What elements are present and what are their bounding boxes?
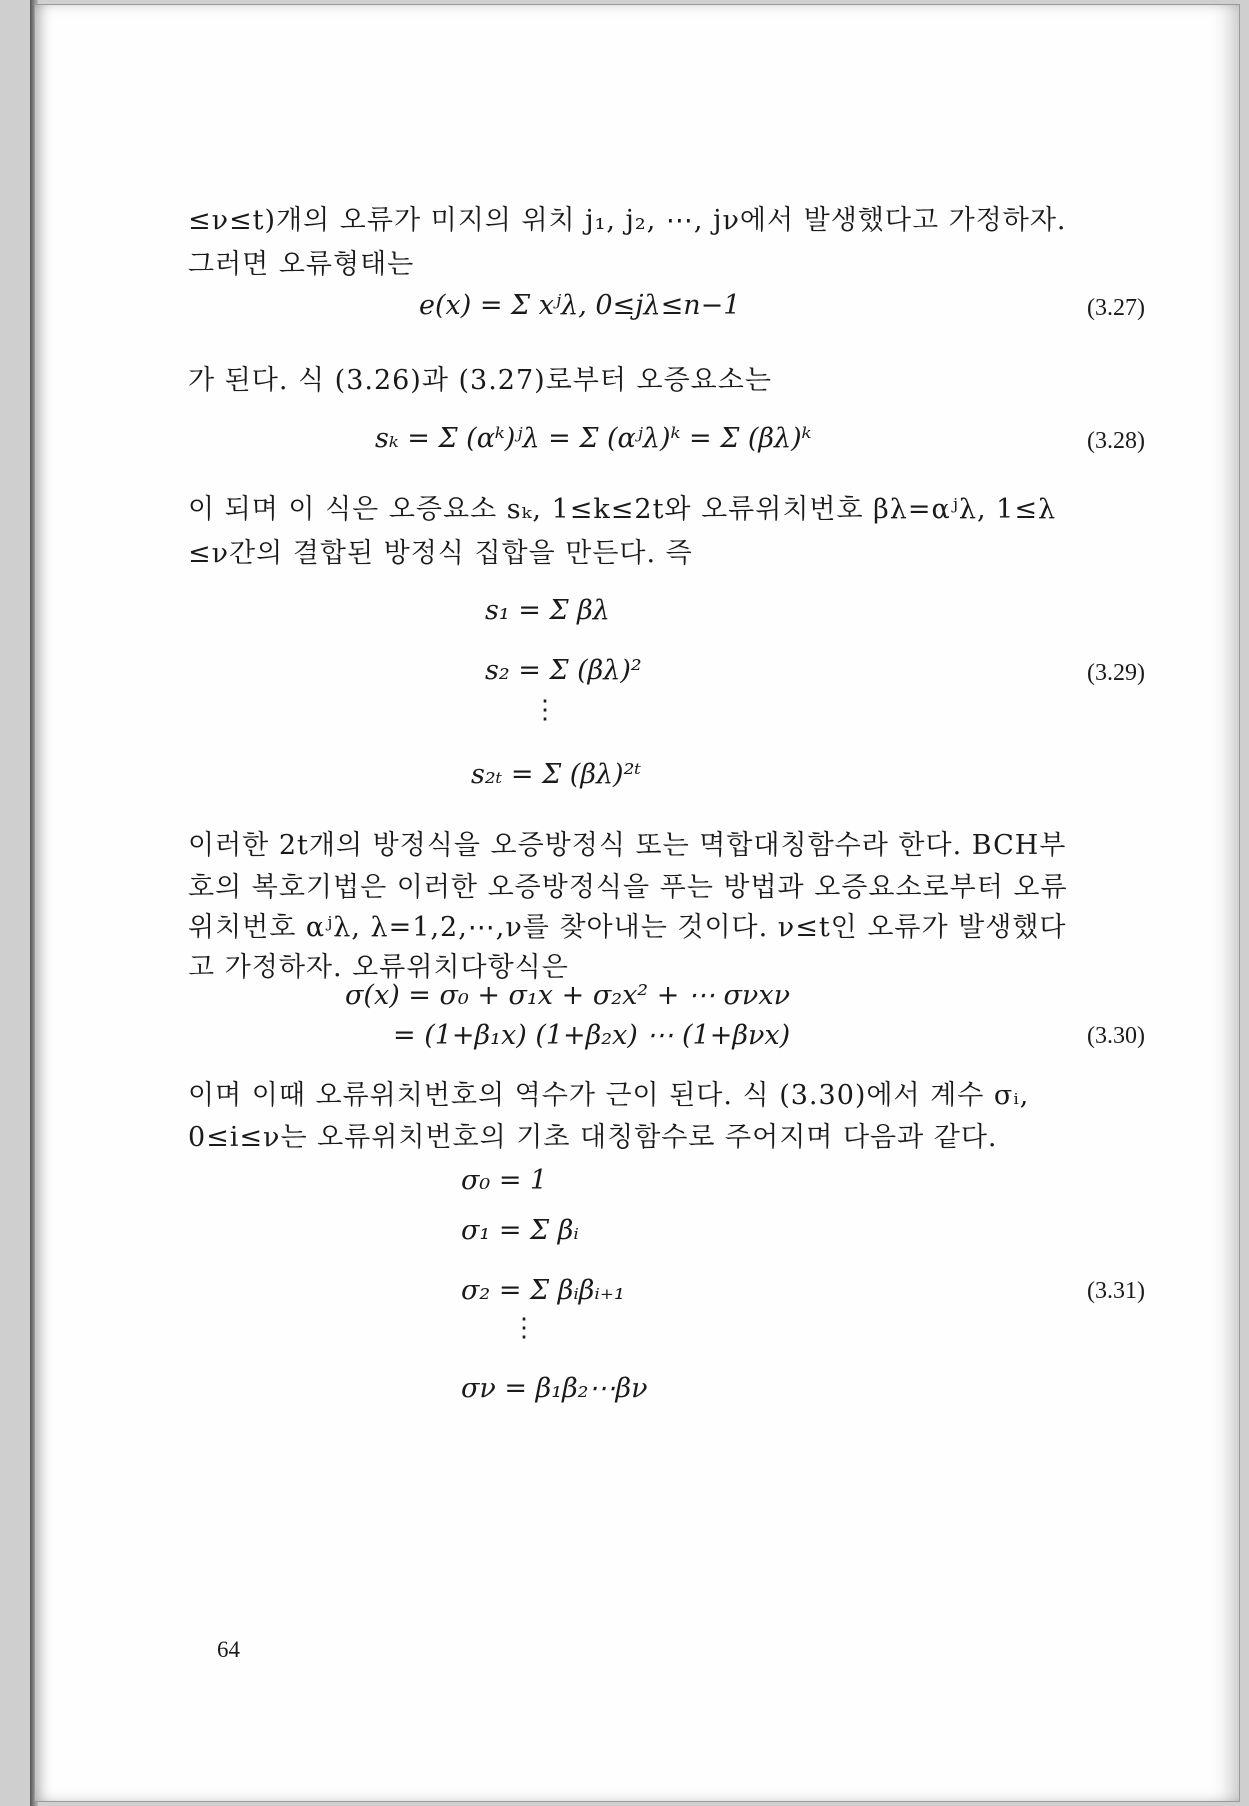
equation-number: (3.27)	[1087, 295, 1145, 321]
page-number: 64	[217, 1637, 240, 1662]
equation-3-31-line-1: σ₀ = 1	[461, 1165, 548, 1196]
equation-number: (3.28)	[1087, 428, 1145, 454]
page-content	[35, 5, 1239, 1801]
text-line: 0≤i≤ν는 오류위치번호의 기초 대칭함수로 주어지며 다음과 같다.	[188, 1122, 998, 1153]
equation-number: (3.30)	[1087, 1023, 1145, 1049]
equation-3-30-line-2: = (1+β₁x) (1+β₂x) ⋯ (1+βνx)	[393, 1020, 791, 1051]
text-line: 가 된다. 식 (3.26)과 (3.27)로부터 오증요소는	[188, 365, 772, 396]
text-line: 그러면 오류형태는	[188, 249, 415, 280]
text-line: ≤ν≤t)개의 오류가 미지의 위치 j₁, j₂, ⋯, jν에서 발생했다고 가정하자.	[188, 205, 1067, 236]
equation-3-29-line-1: s₁ = Σ βλ	[485, 595, 610, 626]
equation-number: (3.31)	[1087, 1278, 1145, 1304]
vertical-ellipsis: ⋮	[532, 695, 558, 725]
book-page	[34, 4, 1240, 1802]
equation-3-28: sₖ = Σ (αᵏ)ʲλ = Σ (αʲλ)ᵏ = Σ (βλ)ᵏ	[375, 423, 812, 454]
text-line: ≤ν간의 결합된 방정식 집합을 만든다. 즉	[188, 538, 693, 569]
text-line: 위치번호 αʲλ, λ=1,2,⋯,ν를 찾아내는 것이다. ν≤t인 오류가 발생했다	[188, 912, 1067, 943]
equation-3-31-line-2: σ₁ = Σ βᵢ	[461, 1215, 579, 1246]
text-line: 이 되며 이 식은 오증요소 sₖ, 1≤k≤2t와 오류위치번호 βλ=αʲλ, 1≤λ	[188, 494, 1057, 525]
equation-3-31-line-4: σν = β₁β₂⋯βν	[461, 1373, 648, 1404]
text-line: 이며 이때 오류위치번호의 역수가 근이 된다. 식 (3.30)에서 계수 σᵢ,	[188, 1080, 1030, 1111]
equation-3-29-line-3: s₂ₜ = Σ (βλ)²ᵗ	[471, 759, 642, 790]
text-line: 호의 복호기법은 이러한 오증방정식을 푸는 방법과 오증요소로부터 오류	[188, 872, 1068, 903]
equation-3-30-line-1: σ(x) = σ₀ + σ₁x + σ₂x² + ⋯ σνxν	[345, 980, 790, 1011]
equation-3-27: e(x) = Σ xʲλ, 0≤jλ≤n−1	[419, 290, 741, 321]
equation-3-29-line-2: s₂ = Σ (βλ)²	[485, 655, 642, 686]
text-line: 고 가정하자. 오류위치다항식은	[188, 952, 569, 983]
vertical-ellipsis: ⋮	[511, 1313, 537, 1343]
text-line: 이러한 2t개의 방정식을 오증방정식 또는 멱합대칭함수라 한다. BCH부	[188, 830, 1067, 861]
equation-3-31-line-3: σ₂ = Σ βᵢβᵢ₊₁	[461, 1275, 625, 1306]
equation-number: (3.29)	[1087, 660, 1145, 686]
